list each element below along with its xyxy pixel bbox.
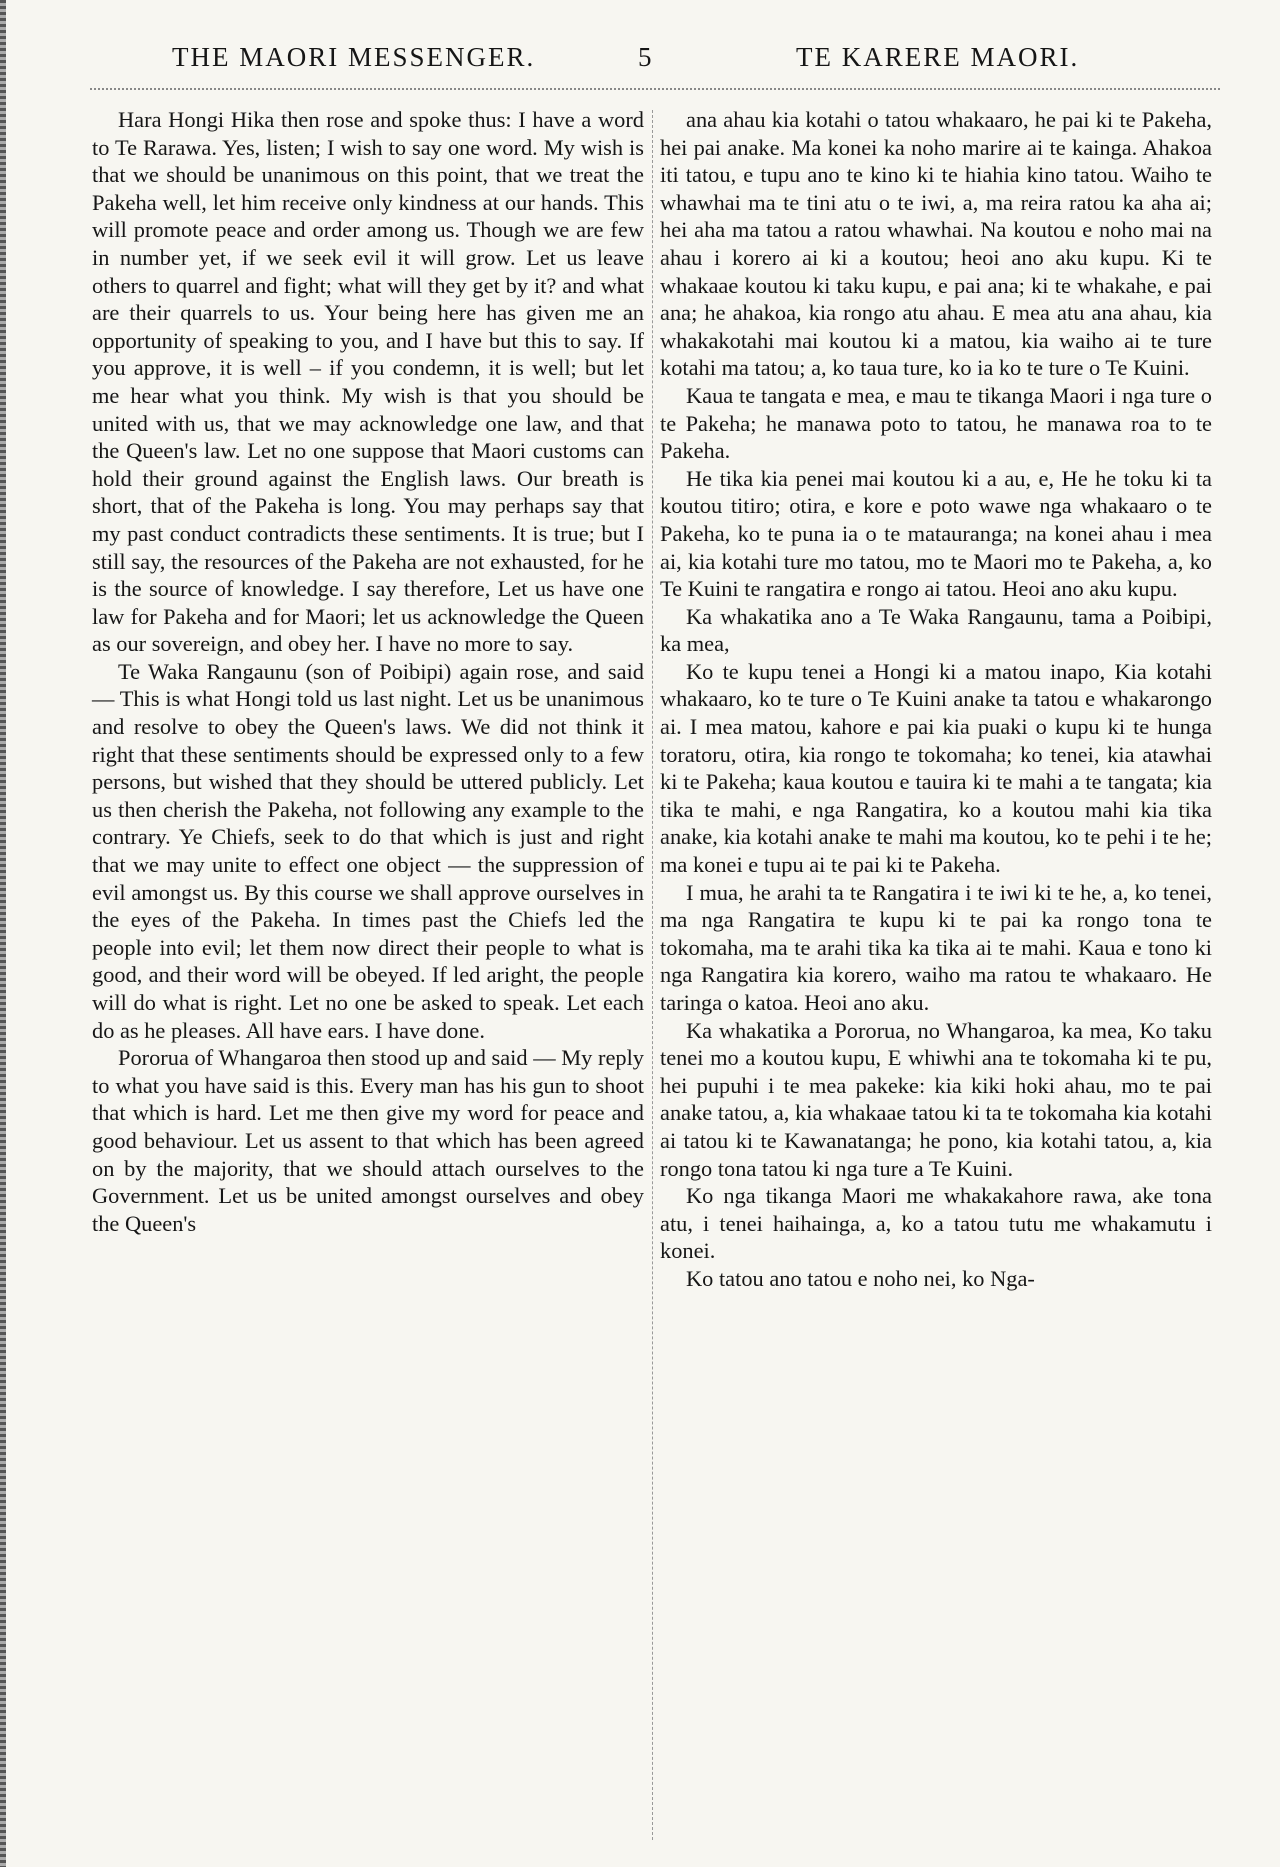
page-number: 5 <box>638 42 654 72</box>
maori-column <box>660 106 1212 1293</box>
paragraph-maori-9: Ko tatou ano tatou e noho nei, ko Nga- <box>686 1265 1035 1291</box>
column-divider <box>652 110 653 1840</box>
paragraph-maori-3: He tika kia penei mai koutou ki a au, e, He he toku ki ta koutou titiro; otira, e kore e poto wawe nga whakaaro o te Pakeha, ko te puna ia o te matauranga; na konei ahau i mea ai, kia kotahi ture mo tatou, mo te Maori mo te Pakeha, a, ko Te Kuini te rangatira e rongo ai tatou. Heoi ano aku kupu. <box>660 465 1212 602</box>
header-maori-title: TE KARERE MAORI. <box>796 42 1080 72</box>
page-header <box>0 42 1280 82</box>
english-column <box>92 106 644 1237</box>
binding-edge <box>0 0 6 1867</box>
header-rule <box>90 88 1220 92</box>
header-english-title: THE MAORI MESSENGER. <box>172 42 536 72</box>
paragraph-maori-2: Kaua te tangata e mea, e mau te tikanga Maori i nga ture o te Pakeha; he manawa poto to tatou, he manawa roa to te Pakeha. <box>660 382 1212 464</box>
paragraph-maori-4: Ka whakatika ano a Te Waka Rangaunu, tama a Poibipi, ka mea, <box>660 603 1212 657</box>
paragraph-hongi-speech: Hara Hongi Hika then rose and spoke thus: I have a word to Te Rarawa. Yes, listen; I wish to say one word. My wish is that we should be unanimous on this point, that we treat the Pakeha well, let him receive only kindness at our hands. This will promote peace and order among us. Though we are few in number yet, if we seek evil it will grow. Let us leave others to quarrel and fight; what will they get by it? and what are their quarrels to us. Your being here has given me an opportunity of speaking to you, and I have but this to say. If you approve, it is well – if you condemn, it is well; but let me hear what you think. My wish is that you should be united with us, that we may acknowledge one law, and that the Queen's law. Let no one suppose that Maori customs can hold their ground against the English laws. Our breath is short, that of the Pakeha is long. You may perhaps say that my past conduct contradicts these sentiments. It is true; but I still say, the resources of the Pakeha are not exhausted, for he is the source of knowledge. I say therefore, Let us have one law for Pakeha and for Maori; let us acknowledge the Queen as our sovereign, and obey her. I have no more to say. <box>92 107 644 657</box>
paragraph-maori-5: Ko te kupu tenei a Hongi ki a matou inapo, Kia kotahi whakaaro, ko te ture o Te Kuini anake ta tatou e whakarongo ai. I mea matou, kahore e pai kia puaki o kupu ki te hunga toratoru, otira, kia rongo te tokomaha; ko tenei, kia atawhai ki te Pakeha; kaua koutou e tauira ki te mahi a te tangata; kia tika te mahi, e nga Rangatira, ko a koutou mahi kia tika anake, kia kotahi anake te mahi ma koutou, ko te pehi i te he; ma konei e tupu ai te pai ki te Pakeha. <box>660 658 1212 878</box>
paragraph-maori-7: Ka whakatika a Pororua, no Whangaroa, ka mea, Ko taku tenei mo a koutou kupu, E whiwhi ana te tokomaha ki te pu, hei pupuhi i te mea pakeke: kia kiki hoki ahau, mo te pai anake tatou, a, kia whakaae tatou ki ta te tokomaha kia kotahi ai tatou ki te Kawanatanga; he pono, kia kotahi tatou, a, kia rongo tona tatou ki nga ture a Te Kuini. <box>660 1017 1212 1181</box>
paragraph-pororua-speech: Pororua of Whangaroa then stood up and said — My reply to what you have said is this. Every man has his gun to shoot that which is hard. Let me then give my word for peace and good behaviour. Let us assent to that which has been agreed on by the majority, that we should attach ourselves to the Government. Let us be united amongst ourselves and obey the Queen's <box>92 1045 644 1236</box>
paragraph-maori-1: ana ahau kia kotahi o tatou whakaaro, he pai ki te Pakeha, hei pai anake. Ma konei ka noho marire ai te kainga. Ahakoa iti tatou, e tupu ano te kino ki te hiahia kino tatou. Waiho te whawhai ma te tini atu o te iwi, a, ma reira ratou ka aha ai; hei aha ma tatou a ratou whawhai. Na koutou e noho mai na ahau i korero ai ki a koutou; heoi ano aku kupu. Ki te whakaae koutou ki taku kupu, e pai ana; ki te whakahe, e pai ana; he ahakoa, kia rongo atu ahau. E mea atu ana ahau, kia whakakotahi mai koutou ki a matou, kia waiho ai te ture kotahi ma tatou; a, ko taua ture, ko ia ko te ture o Te Kuini. <box>660 107 1212 381</box>
paragraph-maori-6: I mua, he arahi ta te Rangatira i te iwi ki te he, a, ko tenei, ma nga Rangatira te kupu ki te pai ka rongo tona te tokomaha, ma te arahi tika ka tika ai te mahi. Kaua e tono ki nga Rangatira kia korero, waiho ma ratou te whakaaro. He taringa o katoa. Heoi ano aku. <box>660 879 1212 1015</box>
paragraph-waka-rangaunu-speech: Te Waka Rangaunu (son of Poibipi) again rose, and said — This is what Hongi told us last night. Let us be unanimous and resolve to obey the Queen's laws. We did not think it right that these sentiments should be expressed only to a few persons, but wished that they should be uttered publicly. Let us then cherish the Pakeha, not following any example to the contrary. Ye Chiefs, seek to do that which is just and right that we may unite to effect one object — the suppression of evil amongst us. By this course we shall approve ourselves in the eyes of the Pakeha. In times past the Chiefs led the people into evil; let them now direct their people to what is good, and their word will be obeyed. If led aright, the people will do what is right. Let no one be asked to speak. Let each do as he pleases. All have ears. I have done. <box>92 658 644 1043</box>
paragraph-maori-8: Ko nga tikanga Maori me whakakahore rawa, ake tona atu, i tenei haihainga, a, ko a tatou tutu me whakamutu i konei. <box>660 1183 1212 1264</box>
